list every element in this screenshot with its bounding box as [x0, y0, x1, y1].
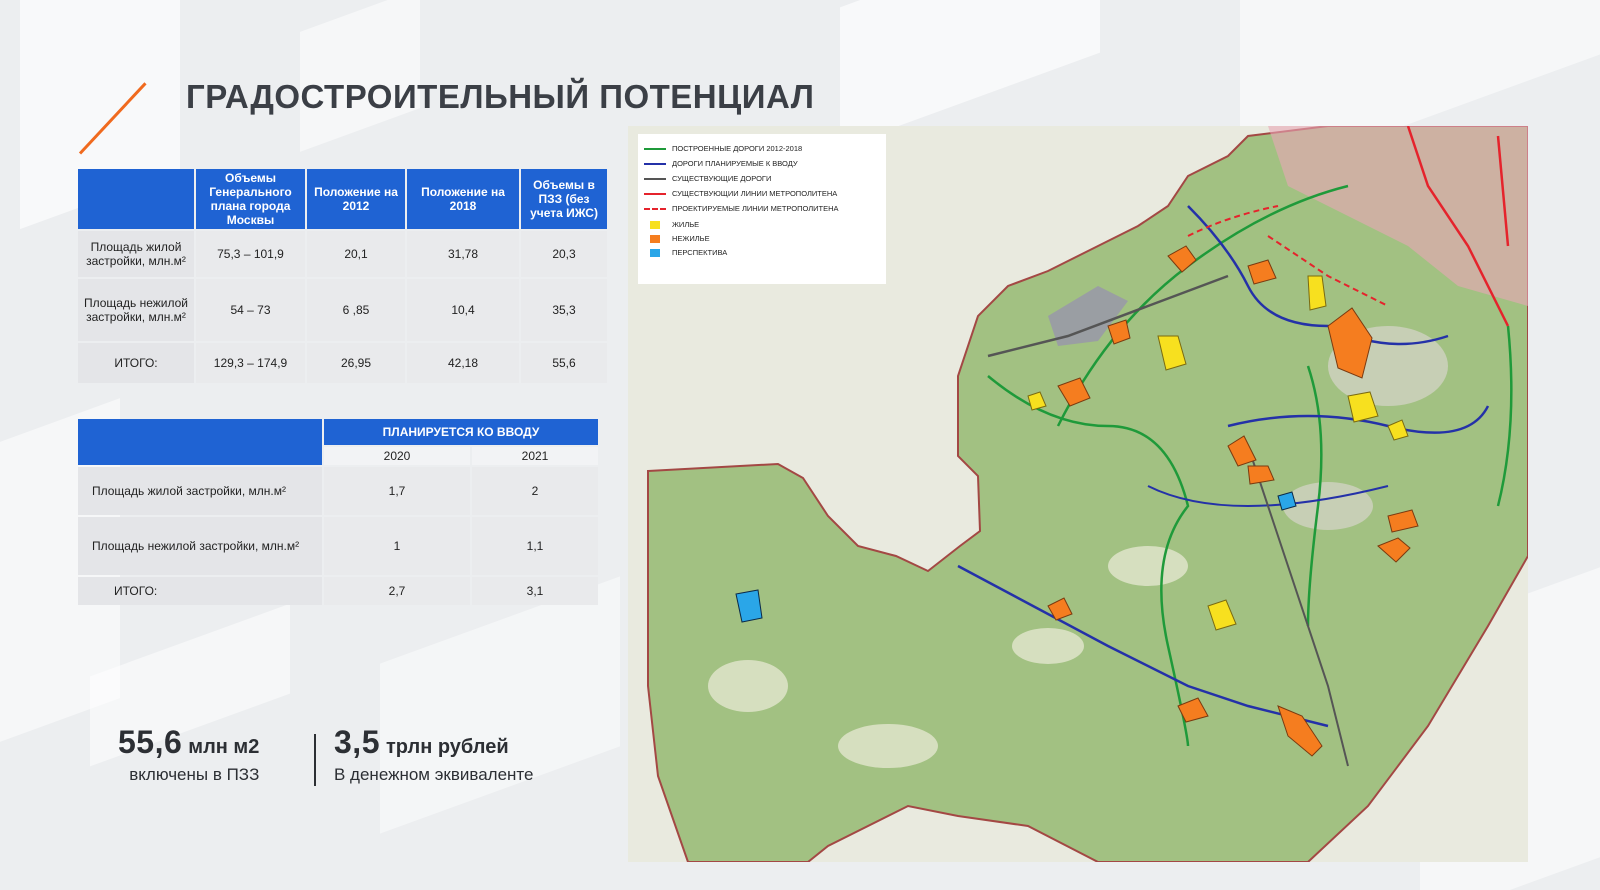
table-cell: 31,78 — [407, 231, 519, 277]
territory-map — [628, 126, 1528, 862]
table-cell: 55,6 — [521, 343, 607, 383]
table-cell: 3,1 — [472, 577, 598, 605]
stat-divider — [314, 734, 316, 786]
table-cell: 1,7 — [324, 467, 470, 515]
table2-year-2020: 2020 — [324, 447, 470, 465]
legend-item: СУЩЕСТВУЮЩИЕ ДОРОГИ — [644, 174, 771, 183]
row-label: ИТОГО: — [78, 343, 194, 383]
table1-header-2018: Положение на 2018 — [407, 169, 519, 229]
table2-year-2021: 2021 — [472, 447, 598, 465]
stat-money-value: 3,5 — [334, 724, 380, 760]
table-cell: 20,3 — [521, 231, 607, 277]
row-label: Площадь жилой застройки, млн.м² — [78, 231, 194, 277]
table-cell: 54 – 73 — [196, 279, 305, 341]
legend-item: ДОРОГИ ПЛАНИРУЕМЫЕ К ВВОДУ — [644, 159, 798, 168]
legend-item: ПРОЕКТИРУЕМЫЕ ЛИНИИ МЕТРОПОЛИТЕНА — [644, 204, 839, 213]
table-row — [78, 231, 607, 277]
table1-header-2012: Положение на 2012 — [307, 169, 405, 229]
stat-area-caption: включены в ПЗЗ — [129, 765, 260, 784]
stat-area — [118, 724, 259, 785]
general-plan-table — [76, 167, 609, 385]
row-label: Площадь жилой застройки, млн.м² — [78, 467, 322, 515]
legend-item: ПОСТРОЕННЫЕ ДОРОГИ 2012-2018 — [644, 144, 802, 153]
table-cell: 2,7 — [324, 577, 470, 605]
table-cell: 20,1 — [307, 231, 405, 277]
legend-item: ЖИЛЬЕ — [644, 220, 699, 229]
legend-item: ПЕРСПЕКТИВА — [644, 248, 727, 257]
table-cell: 75,3 – 101,9 — [196, 231, 305, 277]
table1-header-empty — [78, 169, 194, 229]
table-row — [78, 343, 607, 383]
stat-money-unit: трлн рублей — [385, 736, 509, 758]
table1-header-general-plan: Объемы Генерального плана города Москвы — [196, 169, 305, 229]
row-label: ИТОГО: — [78, 577, 322, 605]
table-cell: 10,4 — [407, 279, 519, 341]
stat-area-unit: млн м2 — [188, 736, 260, 758]
table2-header-empty — [78, 419, 322, 465]
table1-header-pzz: Объемы в ПЗЗ (без учета ИЖС) — [521, 169, 607, 229]
table-cell: 1,1 — [472, 517, 598, 575]
planned-commissioning-table — [76, 417, 600, 607]
table-cell: 35,3 — [521, 279, 607, 341]
table-row — [78, 467, 598, 515]
table-cell: 129,3 – 174,9 — [196, 343, 305, 383]
page-title: ГРАДОСТРОИТЕЛЬНЫЙ ПОТЕНЦИАЛ — [186, 78, 815, 115]
stat-money — [334, 724, 533, 785]
stat-money-caption: В денежном эквиваленте — [334, 765, 534, 784]
stat-area-value: 55,6 — [118, 724, 183, 760]
table-cell: 2 — [472, 467, 598, 515]
table-cell: 6 ,85 — [307, 279, 405, 341]
legend-item: НЕЖИЛЬЕ — [644, 234, 710, 243]
table2-header-planned: ПЛАНИРУЕТСЯ КО ВВОДУ — [324, 419, 598, 445]
table-cell: 1 — [324, 517, 470, 575]
table-row — [78, 517, 598, 575]
map-legend — [638, 134, 886, 284]
legend-item: СУЩЕСТВУЮЩИИ ЛИНИИ МЕТРОПОЛИТЕНА — [644, 189, 837, 198]
row-label: Площадь нежилой застройки, млн.м² — [78, 279, 194, 341]
table-row — [78, 279, 607, 341]
table-cell: 42,18 — [407, 343, 519, 383]
row-label: Площадь нежилой застройки, млн.м² — [78, 517, 322, 575]
table-row — [78, 577, 598, 605]
table-cell: 26,95 — [307, 343, 405, 383]
